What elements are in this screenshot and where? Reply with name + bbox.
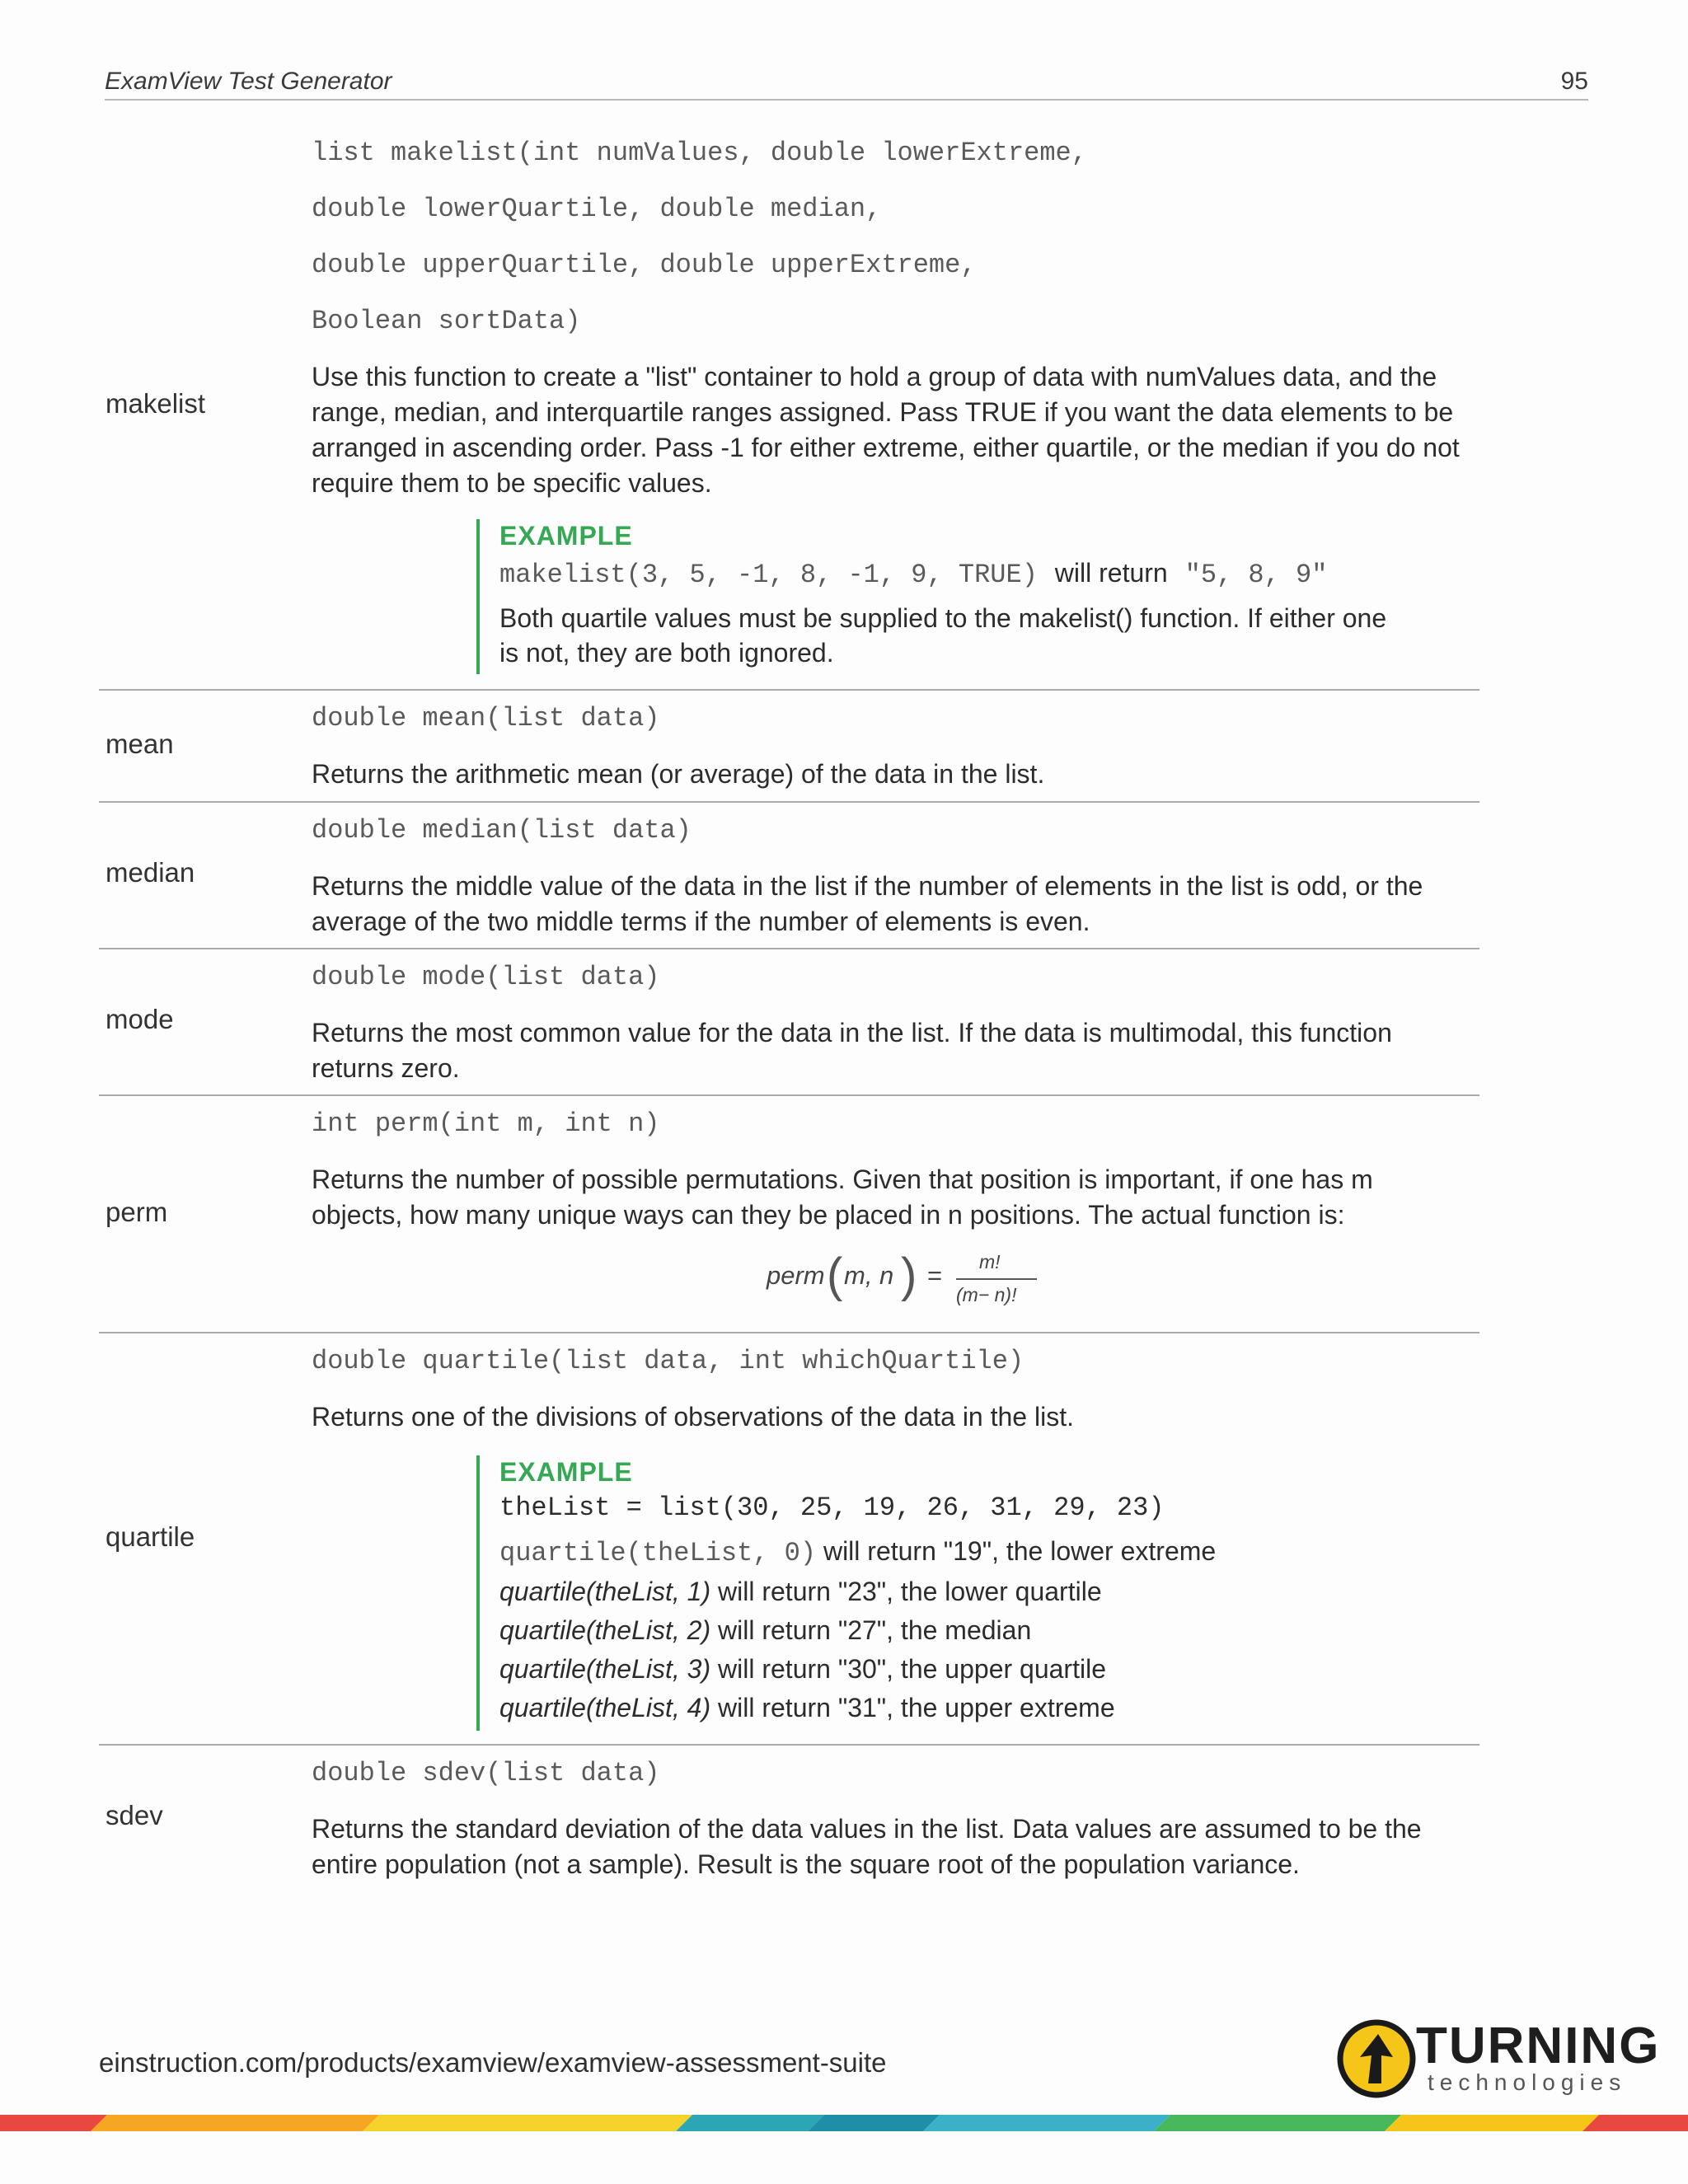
formula-args: m, n	[844, 1261, 894, 1290]
function-signature: double upperQuartile, double upperExtreme,	[312, 250, 977, 280]
entry-term: mode	[106, 1004, 174, 1034]
entry-term: sdev	[106, 1800, 163, 1830]
function-signature: double sdev(list data)	[312, 1758, 660, 1788]
note-line: is not, they are both ignored.	[499, 638, 834, 668]
example-box	[476, 519, 1406, 674]
function-signature: int perm(int m, int n)	[312, 1108, 660, 1139]
logo-word: TURNING	[1416, 2018, 1661, 2074]
example-result: will return "31", the upper extreme	[718, 1693, 1115, 1722]
desc-line: Returns the standard deviation of the data values in the list. Data values are assumed to be the	[312, 1814, 1422, 1844]
example-result: will return "23", the lower quartile	[718, 1577, 1102, 1606]
example-label: EXAMPLE	[499, 521, 633, 551]
function-description: Returns the arithmetic mean (or average) of the data in the list.	[312, 759, 1045, 789]
header-title: ExamView Test Generator	[105, 68, 392, 95]
example-note	[499, 601, 1406, 670]
fraction-bar	[956, 1278, 1037, 1280]
entry-term: median	[106, 857, 195, 888]
formula-numerator: m!	[979, 1251, 1001, 1272]
function-description: Returns one of the divisions of observations of the data in the list.	[312, 1402, 1074, 1432]
example-line	[499, 1689, 1406, 1727]
function-description	[312, 1811, 1482, 1882]
entry-median	[99, 803, 1479, 949]
entry-term: quartile	[106, 1521, 195, 1552]
example-setup: theList = list(30, 25, 19, 26, 31, 29, 23)	[499, 1493, 1165, 1523]
function-signature: double mean(list data)	[312, 703, 660, 733]
function-description	[312, 869, 1482, 940]
function-description	[312, 1162, 1482, 1233]
desc-line: range, median, and interquartile ranges assigned. Pass TRUE if you want the data elements to be	[312, 397, 1454, 427]
desc-line: Returns the most common value for the data in the list. If the data is multimodal, this function	[312, 1018, 1392, 1047]
example-line	[499, 554, 1406, 594]
function-signature: list makelist(int numValues, double lowerExtreme,	[312, 138, 1087, 168]
desc-line: Returns the number of possible permutations. Given that position is important, if one has m	[312, 1165, 1373, 1194]
example-call: quartile(theList, 2)	[499, 1615, 711, 1645]
example-call: quartile(theList, 1)	[499, 1577, 711, 1606]
example-label: EXAMPLE	[499, 1457, 633, 1487]
logo-subword: technologies	[1428, 2069, 1627, 2095]
example-will-return: will return	[1054, 558, 1168, 588]
footer-color-stripe	[0, 2115, 1688, 2131]
entry-mean	[99, 691, 1479, 803]
entry-term: makelist	[106, 388, 206, 419]
desc-line: require them to be specific values.	[312, 468, 712, 498]
function-description	[312, 1015, 1482, 1086]
formula-close-paren: )	[901, 1249, 917, 1302]
perm-formula	[767, 1246, 1113, 1312]
desc-line: returns zero.	[312, 1053, 460, 1083]
example-line	[499, 1572, 1406, 1611]
entry-mode	[99, 949, 1479, 1096]
turning-technologies-logo	[1335, 2018, 1661, 2100]
example-line	[499, 1611, 1406, 1650]
example-line	[499, 1532, 1406, 1572]
desc-line: objects, how many unique ways can they be placed in n positions. The actual function is:	[312, 1200, 1345, 1230]
example-call: quartile(theList, 3)	[499, 1654, 711, 1684]
example-code: makelist(3, 5, -1, 8, -1, 9, TRUE)	[499, 560, 1038, 590]
entry-term: mean	[106, 729, 174, 759]
entry-sdev	[99, 1746, 1479, 1886]
note-line: Both quartile values must be supplied to the makelist() function. If either one	[499, 603, 1387, 633]
footer-url[interactable]: einstruction.com/products/examview/examview-assessment-suite	[99, 2047, 887, 2078]
turning-logo-icon	[1335, 2018, 1418, 2100]
function-signature: double median(list data)	[312, 815, 692, 846]
example-call: quartile(theList, 4)	[499, 1693, 711, 1722]
example-result: will return "19", the lower extreme	[823, 1536, 1217, 1566]
desc-line: entire population (not a sample). Result is the square root of the population variance.	[312, 1849, 1300, 1879]
function-signature: Boolean sortData)	[312, 306, 581, 336]
formula-open-paren: (	[827, 1249, 843, 1302]
example-box	[476, 1455, 1406, 1731]
desc-line: arranged in ascending order. Pass -1 for either extreme, either quartile, or the median if you do not	[312, 433, 1460, 462]
example-line	[499, 1650, 1406, 1689]
function-signature: double lowerQuartile, double median,	[312, 194, 882, 224]
formula-lhs-name: perm	[767, 1261, 825, 1290]
example-call: quartile(theList, 0)	[499, 1538, 817, 1568]
function-signature: double mode(list data)	[312, 962, 660, 992]
desc-line: Returns the middle value of the data in the list if the number of elements in the list is odd, or the	[312, 871, 1423, 901]
formula-equals: =	[927, 1261, 943, 1290]
example-result: "5, 8, 9"	[1184, 560, 1328, 590]
entry-makelist	[99, 124, 1479, 691]
entry-term: perm	[106, 1197, 168, 1227]
function-signature: double quartile(list data, int whichQuartile)	[312, 1346, 1025, 1376]
example-result: will return "27", the median	[718, 1615, 1032, 1645]
page-number: 95	[1560, 68, 1588, 95]
desc-line: average of the two middle terms if the number of elements is even.	[312, 907, 1090, 936]
example-result: will return "30", the upper quartile	[718, 1654, 1106, 1684]
formula-denominator: (m− n)!	[956, 1284, 1017, 1305]
entry-quartile	[99, 1333, 1479, 1746]
function-description	[312, 359, 1482, 501]
page-header	[105, 64, 1588, 101]
entry-perm	[99, 1096, 1479, 1333]
desc-line: Use this function to create a "list" container to hold a group of data with numValues data, and the	[312, 362, 1437, 391]
